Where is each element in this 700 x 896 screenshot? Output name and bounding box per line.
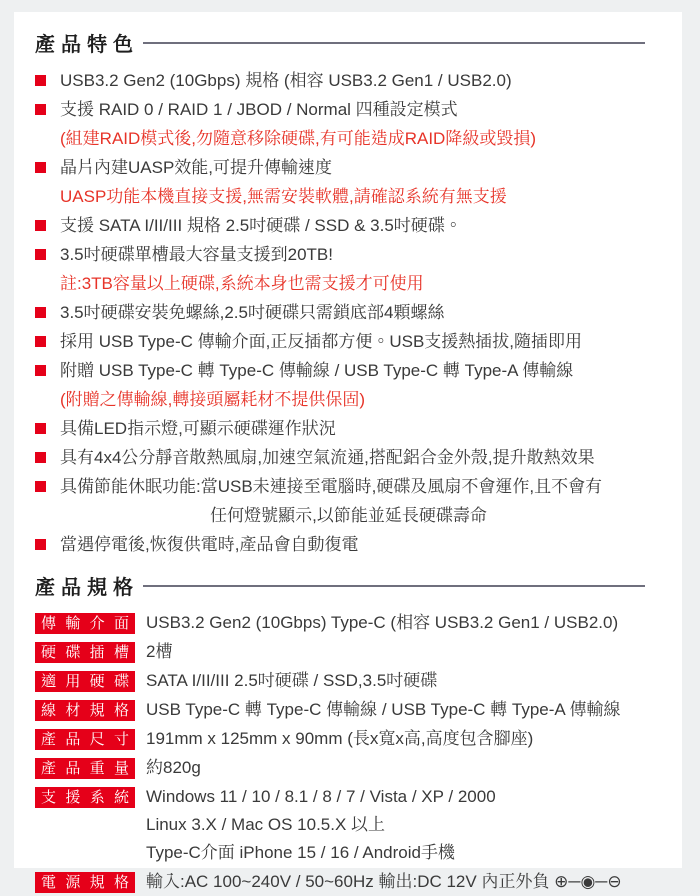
features-list: [35, 66, 662, 559]
spec-value: [146, 609, 618, 637]
spec-label-badge: 硬碟插槽: [35, 642, 135, 663]
spec-row: [35, 696, 662, 724]
feature-item-text: (組建RAID模式後,勿隨意移除硬碟,有可能造成RAID降級或毀損): [60, 129, 536, 148]
spec-value: [146, 667, 437, 695]
feature-item-text: (附贈之傳輸線,轉接頭屬耗材不提供保固): [60, 390, 366, 409]
bullet-square-icon: [35, 452, 46, 463]
feature-item: [35, 153, 662, 182]
spec-label-badge: 線材規格: [35, 700, 135, 721]
feature-item: [35, 530, 662, 559]
feature-item: [35, 472, 662, 501]
feature-item: [35, 269, 662, 298]
spec-value-line: USB3.2 Gen2 (10Gbps) Type-C (相容 USB3.2 Gen1 / USB2.0): [146, 613, 619, 632]
product-info-card: [14, 12, 682, 891]
spec-value: [146, 725, 533, 753]
feature-item-text: 具備節能休眠功能:當USB未連接至電腦時,硬碟及風扇不會運作,且不會有: [60, 477, 603, 496]
spec-value: [146, 696, 621, 724]
spec-label-badge: 傳輸介面: [35, 613, 135, 634]
spec-value: [146, 868, 622, 896]
spec-value: [146, 783, 496, 867]
feature-item-text: UASP功能本機直接支援,無需安裝軟體,請確認系統有無支援: [60, 187, 507, 206]
features-section-title: [35, 28, 662, 57]
feature-item-text: USB3.2 Gen2 (10Gbps) 規格 (相容 USB3.2 Gen1 / USB2.0): [60, 71, 512, 90]
spec-value: [146, 638, 172, 666]
feature-item: [35, 124, 662, 153]
spec-value-line: 約820g: [146, 758, 201, 777]
bullet-square-icon: [35, 365, 46, 376]
spec-value-line: Linux 3.X / Mac OS 10.5.X 以上: [146, 815, 386, 834]
feature-item-text: 支援 SATA I/II/III 規格 2.5吋硬碟 / SSD & 3.5吋硬碟。: [60, 216, 462, 235]
feature-item: [35, 298, 662, 327]
spec-value-line: Type-C介面 iPhone 15 / 16 / Android手機: [146, 843, 455, 862]
spec-value-line: 191mm x 125mm x 90mm (長x寬x高,高度包含腳座): [146, 729, 534, 748]
feature-item-text: 晶片內建UASP效能,可提升傳輸速度: [60, 158, 333, 177]
feature-item: [35, 182, 662, 211]
feature-item-text: 註:3TB容量以上硬碟,系統本身也需支援才可使用: [60, 274, 424, 293]
spec-value-line: Windows 11 / 10 / 8.1 / 8 / 7 / Vista / XP / 2000: [146, 787, 496, 806]
feature-item-text: 支援 RAID 0 / RAID 1 / JBOD / Normal 四種設定模式: [60, 100, 458, 119]
spec-value: [146, 754, 201, 782]
bullet-square-icon: [35, 220, 46, 231]
spec-row: [35, 725, 662, 753]
specs-heading-text: 產品規格: [35, 577, 139, 599]
spec-value-line: USB Type-C 轉 Type-C 傳輸線 / USB Type-C 轉 Type-A 傳輸線: [146, 700, 621, 719]
spec-row: [35, 754, 662, 782]
feature-item: [35, 443, 662, 472]
specs-table: [35, 609, 662, 896]
bullet-square-icon: [35, 336, 46, 347]
bullet-square-icon: [35, 249, 46, 260]
feature-item: [35, 327, 662, 356]
spec-label-badge: 產品重量: [35, 758, 135, 779]
features-section: [35, 28, 662, 559]
spec-row: [35, 868, 662, 896]
bullet-square-icon: [35, 423, 46, 434]
title-rule: [143, 42, 645, 44]
spec-value-line: 輸入:AC 100~240V / 50~60Hz 輸出:DC 12V 內正外負 ⊕─◉─⊖: [146, 872, 622, 891]
spec-label-badge: 支援系統: [35, 787, 135, 808]
bullet-square-icon: [35, 307, 46, 318]
spec-row: [35, 609, 662, 637]
spec-row: [35, 638, 662, 666]
bullet-square-icon: [35, 481, 46, 492]
feature-item-text: 當遇停電後,恢復供電時,產品會自動復電: [60, 535, 359, 554]
feature-item-text: 3.5吋硬碟安裝免螺絲,2.5吋硬碟只需鎖底部4顆螺絲: [60, 303, 445, 322]
bullet-square-icon: [35, 104, 46, 115]
feature-item-text: 採用 USB Type-C 傳輸介面,正反插都方便。USB支援熱插拔,隨插即用: [60, 332, 583, 351]
specs-section-title: [35, 571, 662, 600]
feature-item: [35, 385, 662, 414]
feature-item-text: 具備LED指示燈,可顯示硬碟運作狀況: [60, 419, 336, 438]
feature-item: [35, 211, 662, 240]
feature-item-text: 附贈 USB Type-C 轉 Type-C 傳輸線 / USB Type-C 轉 Type-A 傳輸線: [60, 361, 574, 380]
title-rule: [143, 585, 645, 587]
feature-item: [35, 95, 662, 124]
features-heading-text: 產品特色: [35, 34, 139, 56]
spec-label-badge: 產品尺寸: [35, 729, 135, 750]
feature-item-text: 任何燈號顯示,以節能並延長硬碟壽命: [210, 506, 487, 525]
spec-value-line: SATA I/II/III 2.5吋硬碟 / SSD,3.5吋硬碟: [146, 671, 438, 690]
feature-item: [35, 356, 662, 385]
spec-label-badge: 適用硬碟: [35, 671, 135, 692]
spec-row: [35, 667, 662, 695]
feature-item-text: 具有4x4公分靜音散熱風扇,加速空氣流通,搭配鋁合金外殼,提升散熱效果: [60, 448, 595, 467]
feature-item-text: 3.5吋硬碟單槽最大容量支援到20TB!: [60, 245, 333, 264]
bullet-square-icon: [35, 162, 46, 173]
feature-item: [35, 414, 662, 443]
bullet-square-icon: [35, 539, 46, 550]
spec-value-line: 2槽: [146, 642, 173, 661]
spec-label-badge: 電源規格: [35, 872, 135, 893]
feature-item: [35, 240, 662, 269]
bullet-square-icon: [35, 75, 46, 86]
spec-row: [35, 783, 662, 867]
feature-item: [35, 501, 662, 530]
feature-item: [35, 66, 662, 95]
specs-section: [35, 571, 662, 896]
